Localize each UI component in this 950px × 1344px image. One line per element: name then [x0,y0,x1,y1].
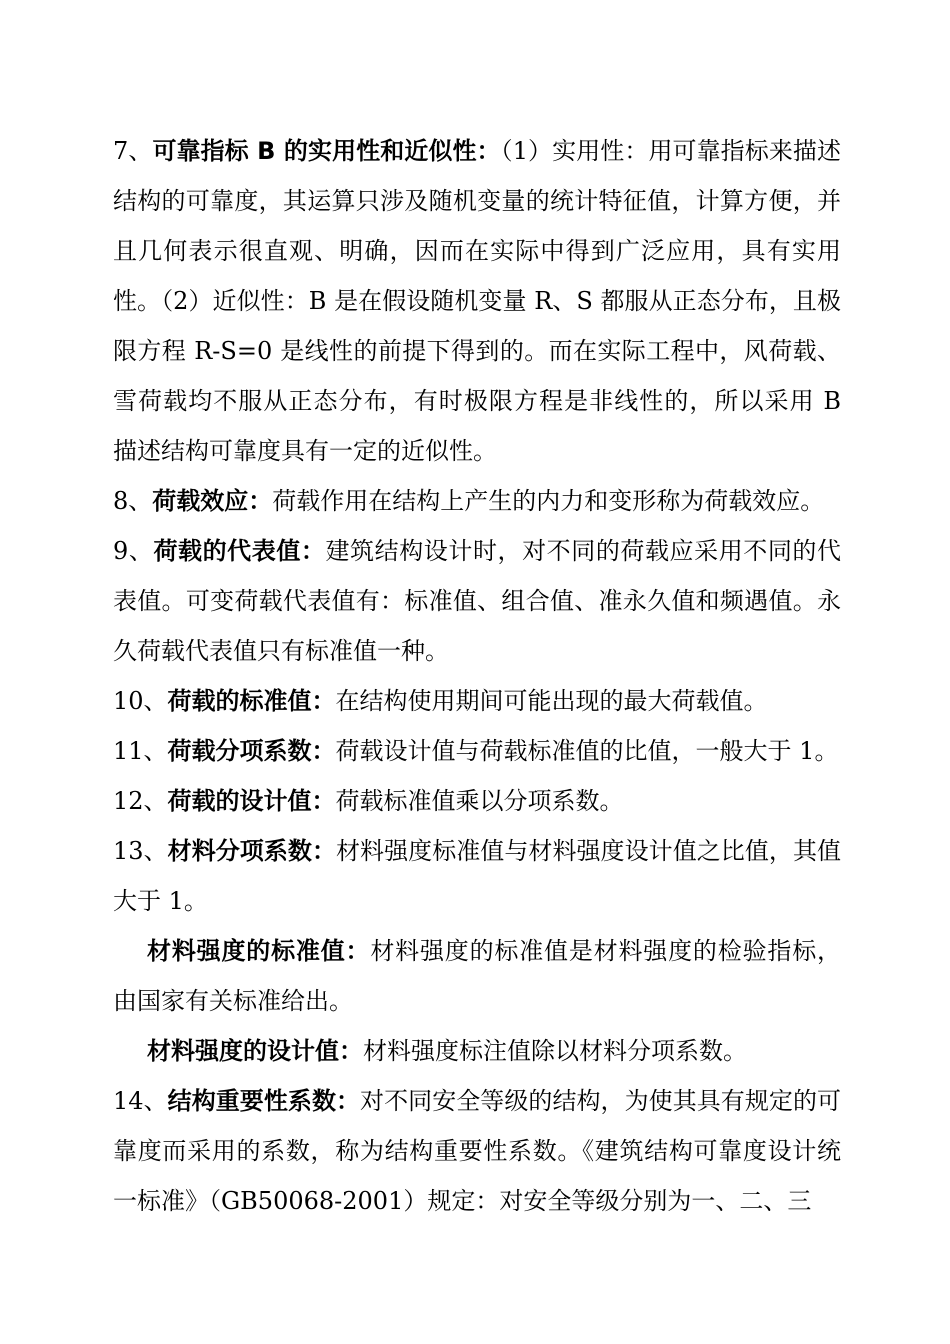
term-heading: 材料强度的标准值： [147,937,371,965]
term-definition: 在结构使用期间可能出现的最大荷载值。 [335,687,768,715]
term-definition: 材料强度标准值与材料强度设计值之比值，其值大于 1。 [113,837,842,915]
paragraph-8 [113,476,841,526]
term-heading: 材料分项系数： [167,837,336,865]
paragraph-11 [113,726,841,776]
term-definition: 荷载设计值与荷载标准值的比值，一般大于 1。 [335,737,839,765]
item-number: 11、 [113,737,168,765]
item-number: 9、 [113,537,154,565]
term-heading: 荷载分项系数： [167,737,336,765]
term-heading: 可靠指标 B 的实用性和近似性： [152,137,501,165]
term-heading: 结构重要性系数： [167,1087,361,1115]
term-definition: （1）实用性：用可靠指标来描述结构的可靠度，其运算只涉及随机变量的统计特征值，计算方便，并且几何表示很直观、明确，因而在实际中得到广泛应用，具有实用性。（2）近似性：B 是在假设随机变量 R、S 都服从正态分布，且极限方程 R-S=0 是线性的前提下得到的。而在实际工程中，风荷载、雪荷载均不服从正态分布，有时极限方程是非线性的，所以采用 B 描述结构可靠度具有一定的近似性。 [113,137,841,465]
item-number: 14、 [113,1087,168,1115]
item-number: 8、 [113,487,153,515]
document-body [113,126,841,1226]
term-definition: 荷载作用在结构上产生的内力和变形称为荷载效应。 [272,487,825,515]
item-number: 13、 [113,837,168,865]
paragraph-10 [113,676,841,726]
term-heading: 荷载的代表值： [153,537,326,565]
term-definition: 材料强度的标准值是材料强度的检验指标，由国家有关标准给出。 [113,937,842,1015]
term-definition: 建筑结构设计时，对不同的荷载应采用不同的代表值。可变荷载代表值有：标准值、组合值、准永久值和频遇值。永久荷载代表值只有标准值一种。 [113,537,842,665]
paragraph-13 [113,826,841,926]
term-heading: 材料强度的设计值： [147,1037,363,1065]
paragraph-14 [113,1076,841,1226]
paragraph-material-design-value [113,1026,841,1076]
term-definition: 对不同安全等级的结构，为使其具有规定的可靠度而采用的系数，称为结构重要性系数。《建筑结构可靠度设计统一标准》（GB50068-2001）规定：对安全等级分别为一、二、三 [113,1087,841,1215]
item-number: 10、 [113,687,168,715]
paragraph-7 [113,126,841,476]
item-number: 12、 [113,787,168,815]
term-heading: 荷载效应： [152,487,273,515]
paragraph-9 [113,526,841,676]
item-number: 7、 [113,137,153,165]
paragraph-material-standard-value [113,926,841,1026]
term-definition: 材料强度标注值除以材料分项系数。 [363,1037,747,1065]
term-definition: 荷载标准值乘以分项系数。 [335,787,624,815]
term-heading: 荷载的标准值： [167,687,336,715]
term-heading: 荷载的设计值： [167,787,336,815]
paragraph-12 [113,776,841,826]
